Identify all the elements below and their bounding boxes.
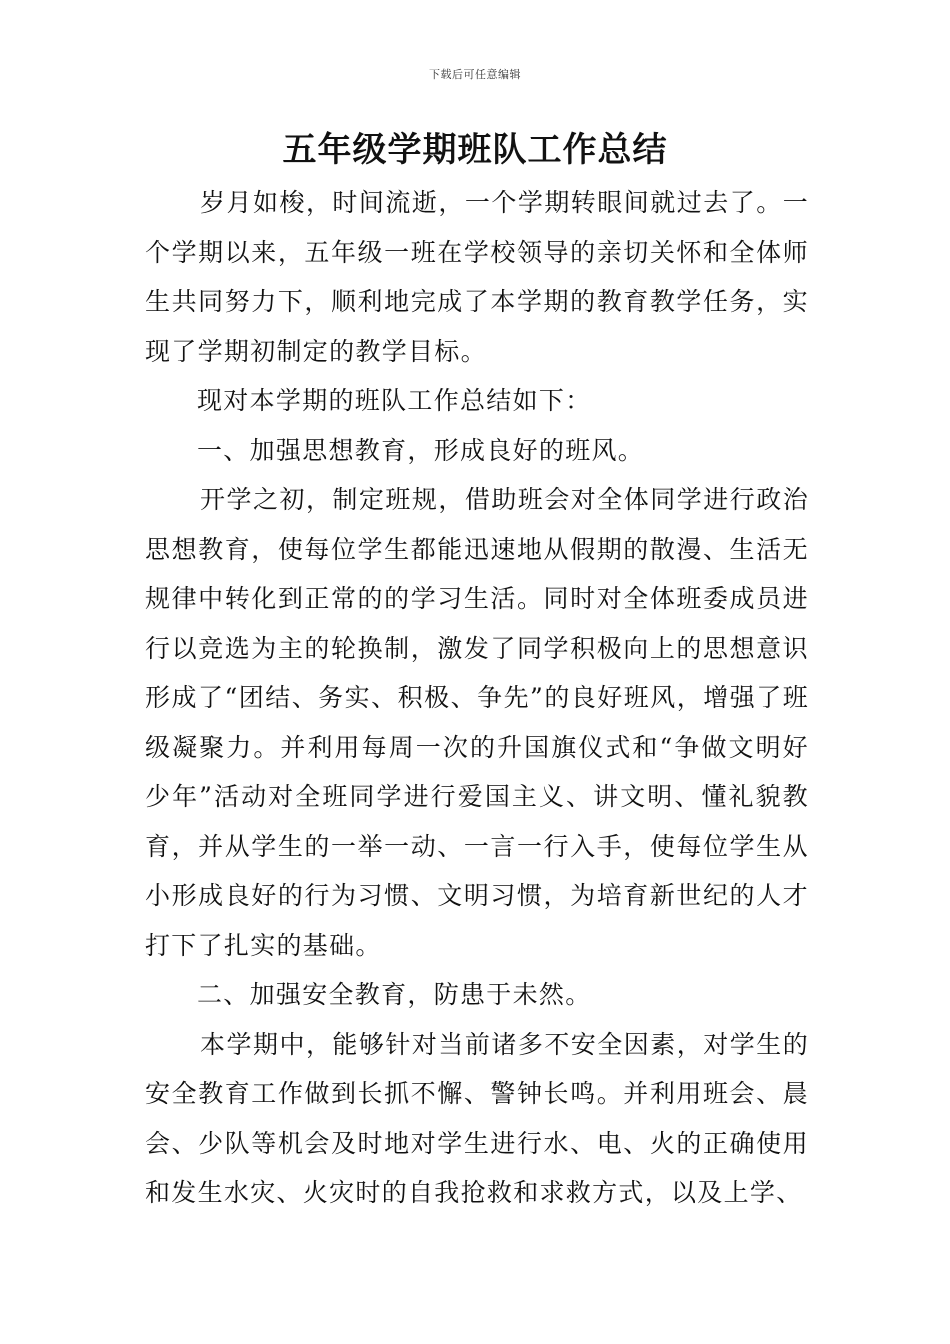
paragraph-summary-lead: 现对本学期的班队工作总结如下： xyxy=(197,386,592,415)
paragraph-intro: 岁月如梭，时间流逝，一个学期转眼间就过去了。一个学期以来，五年级一班在学校领导的亲切关怀和全体师生共同努力下，顺利地完成了本学期的教育教学任务，实现了学期初制定的教学目标。 xyxy=(145,188,809,366)
section-heading-2: 二、加强安全教育，防患于未然。 xyxy=(197,980,592,1009)
paragraph-section-2: 本学期中，能够针对当前诸多不安全因素，对学生的安全教育工作做到长抓不懈、警钟长鸣。并利用班会、晨会、少队等机会及时地对学生进行水、电、火的正确使用和发生水灾、火灾时的自我抢救和求救方式，以及上学、 xyxy=(145,1029,809,1207)
document-body xyxy=(145,178,809,1218)
section-heading-1: 一、加强思想教育，形成良好的班风。 xyxy=(197,435,645,465)
paragraph-section-1: 开学之初，制定班规，借助班会对全体同学进行政治思想教育，使每位学生都能迅速地从假期的散漫、生活无规律中转化到正常的的学习生活。同时对全体班委成员进行以竞选为主的轮换制，激发了同学积极向上的思想意识形成了“团结、务实、积极、争先”的良好班风，增强了班级凝聚力。并利用每周一次的升国旗仪式和“争做文明好少年”活动对全班同学进行爱国主义、讲文明、懂礼貌教育，并从学生的一举一动、一言一行入手，使每位学生从小形成良好的行为习惯、文明习惯，为培育新世纪的人才打下了扎实的基础。 xyxy=(145,485,809,960)
header-note: 下载后可任意编辑 xyxy=(429,68,521,81)
document-title: 五年级学期班队工作总结 xyxy=(282,130,668,170)
